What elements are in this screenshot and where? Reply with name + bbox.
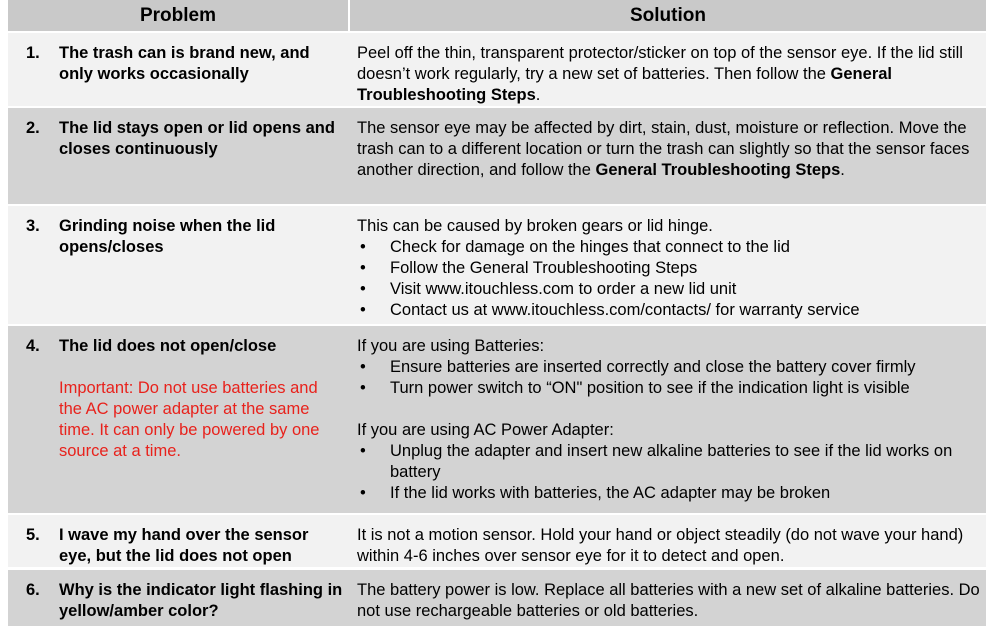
solution-intro: This can be caused by broken gears or lid hinge. [357, 217, 713, 235]
row-number: 5. [26, 526, 40, 544]
table-row [8, 515, 986, 567]
solution-intro-adapter: If you are using AC Power Adapter: [357, 421, 614, 439]
problem-text: The trash can is brand new, and only works occasionally [59, 44, 310, 83]
solution-cell [350, 33, 986, 106]
row-number: 6. [26, 581, 40, 599]
table-row [8, 108, 986, 204]
list-item: • Follow the General Troubleshooting Steps [357, 258, 982, 279]
important-warning: Important: Do not use batteries and the AC power adapter at the same time. It can only be powered by one source at a time. [59, 379, 320, 460]
solution-bullet-list [357, 357, 982, 399]
solution-cell [350, 570, 986, 626]
problem-text: Grinding noise when the lid opens/closes [59, 217, 276, 256]
solution-intro-batteries: If you are using Batteries: [357, 337, 545, 355]
solution-cell [350, 108, 986, 204]
table-row [8, 206, 986, 324]
list-item: • Contact us at www.itouchless.com/contacts/ for warranty service [357, 300, 982, 321]
solution-bold-text: General Troubleshooting Steps [595, 161, 841, 179]
problem-text: Why is the indicator light flashing in yellow/amber color? [59, 581, 343, 620]
table-row [8, 570, 986, 626]
solution-cell [350, 515, 986, 567]
row-number: 1. [26, 44, 40, 62]
problem-cell [8, 326, 348, 513]
solution-text: It is not a motion sensor. Hold your hand or object steadily (do not wave your hand) within 4-6 inches over sensor eye for it to detect and open. [357, 526, 964, 565]
list-item: • Turn power switch to “ON" position to see if the indication light is visible [357, 378, 982, 399]
solution-text [357, 336, 982, 504]
list-item: • Ensure batteries are inserted correctly and close the battery cover firmly [357, 357, 982, 378]
solution-text [357, 216, 982, 321]
solution-text-part: Peel off the thin, transparent protector/sticker on top of the sensor eye. If the lid still doesn’t work regularly, try a new set of batteries. Then follow the [357, 44, 963, 83]
solution-bold-text: General Troubleshooting Steps [357, 65, 892, 104]
problem-cell [8, 108, 348, 204]
row-number: 3. [26, 217, 40, 235]
solution-text-end: . [840, 161, 845, 179]
solution-text: The battery power is low. Replace all batteries with a new set of alkaline batteries. Do not use rechargeable batteries or old batteries. [357, 581, 980, 620]
row-number: 4. [26, 337, 40, 355]
solution-bullet-list [357, 237, 982, 321]
table-row [8, 33, 986, 106]
solution-cell [350, 326, 986, 513]
solution-bullet-list [357, 441, 982, 504]
problem-cell [8, 515, 348, 567]
problem-cell [8, 206, 348, 324]
list-item: • Unplug the adapter and insert new alkaline batteries to see if the lid works on battery [357, 441, 982, 483]
solution-column-header: Solution [350, 0, 986, 31]
problem-column-header: Problem [8, 0, 348, 31]
problem-text: The lid stays open or lid opens and closes continuously [59, 119, 335, 158]
solution-text [357, 118, 982, 181]
problem-text: I wave my hand over the sensor eye, but the lid does not open [59, 526, 309, 565]
table-row [8, 326, 986, 513]
solution-text [357, 43, 982, 106]
problem-cell [8, 570, 348, 626]
problem-text: The lid does not open/close [59, 337, 277, 355]
list-item: • If the lid works with batteries, the AC adapter may be broken [357, 483, 982, 504]
solution-text-end: . [535, 86, 541, 104]
list-item: • Check for damage on the hinges that connect to the lid [357, 237, 982, 258]
list-item: • Visit www.itouchless.com to order a new lid unit [357, 279, 982, 300]
solution-text-part: The sensor eye may be affected by dirt, stain, dust, moisture or reflection. Move the trash can to a different location or turn the trash can slightly so that the sensor faces another direction, and follow the [357, 119, 970, 179]
row-number: 2. [26, 119, 40, 137]
solution-cell [350, 206, 986, 324]
problem-cell [8, 33, 348, 106]
